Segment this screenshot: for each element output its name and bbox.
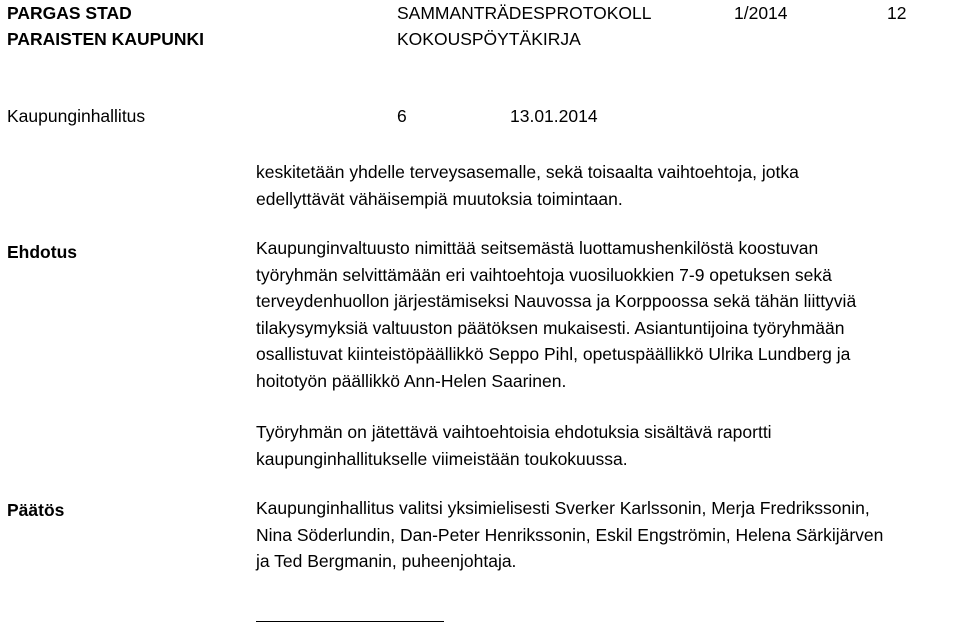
doc-type-sv: SAMMANTRÄDESPROTOKOLL	[397, 3, 652, 23]
page-number: 12	[887, 3, 907, 23]
intro-paragraph	[256, 159, 799, 212]
text-line: hoitotyön päällikkö Ann-Helen Saarinen.	[256, 370, 567, 391]
separator-line	[256, 621, 444, 622]
proposal-label: Ehdotus	[7, 242, 77, 262]
text-line: osallistuvat kiinteistöpäällikkö Seppo Pihl, opetuspäällikkö Ulrika Lundberg ja	[256, 344, 851, 364]
text-line: terveydenhuollon järjestämiseksi Nauvossa ja Korppoossa sekä tähän liittyviä	[256, 291, 857, 311]
proposal-paragraph-2	[256, 419, 772, 472]
text-line: tilakysymyksiä valtuuston päätöksen mukaisesti. Asiantuntijoina työryhmään	[256, 317, 845, 338]
meeting-date: 13.01.2014	[510, 106, 598, 126]
decision-label: Päätös	[7, 500, 65, 520]
org-name-fi: PARGAS STAD	[7, 3, 132, 23]
doc-type-fi: KOKOUSPÖYTÄKIRJA	[397, 29, 581, 49]
text-line: ja Ted Bergmanin, puheenjohtaja.	[256, 551, 517, 571]
body-name: Kaupunginhallitus	[7, 106, 146, 126]
section-number: 6	[397, 106, 407, 126]
meeting-number: 1/2014	[734, 3, 788, 23]
decision-paragraph	[256, 495, 883, 575]
text-line: Nina Söderlundin, Dan-Peter Henrikssonin, Eskil Engströmin, Helena Särkijärven	[256, 524, 884, 545]
text-line: edellyttävät vähäisempiä muutoksia toimintaan.	[256, 188, 623, 209]
text-line: Työryhmän on jätettävä vaihtoehtoisia ehdotuksia sisältävä raportti	[256, 422, 772, 442]
text-line: työryhmän selvittämään eri vaihtoehtoja vuosiluokkien 7-9 opetuksen sekä	[256, 264, 832, 285]
text-line: keskitetään yhdelle terveysasemalle, sekä toisaalta vaihtoehtoja, jotka	[256, 162, 799, 182]
proposal-paragraph-1	[256, 235, 856, 394]
text-line: Kaupunginhallitus valitsi yksimielisesti Sverker Karlssonin, Merja Fredrikssonin,	[256, 498, 870, 518]
text-line: Kaupunginvaltuusto nimittää seitsemästä luottamushenkilöstä koostuvan	[256, 238, 819, 258]
org-name-sv: PARAISTEN KAUPUNKI	[7, 29, 205, 49]
text-line: kaupunginhallitukselle viimeistään toukokuussa.	[256, 448, 628, 469]
